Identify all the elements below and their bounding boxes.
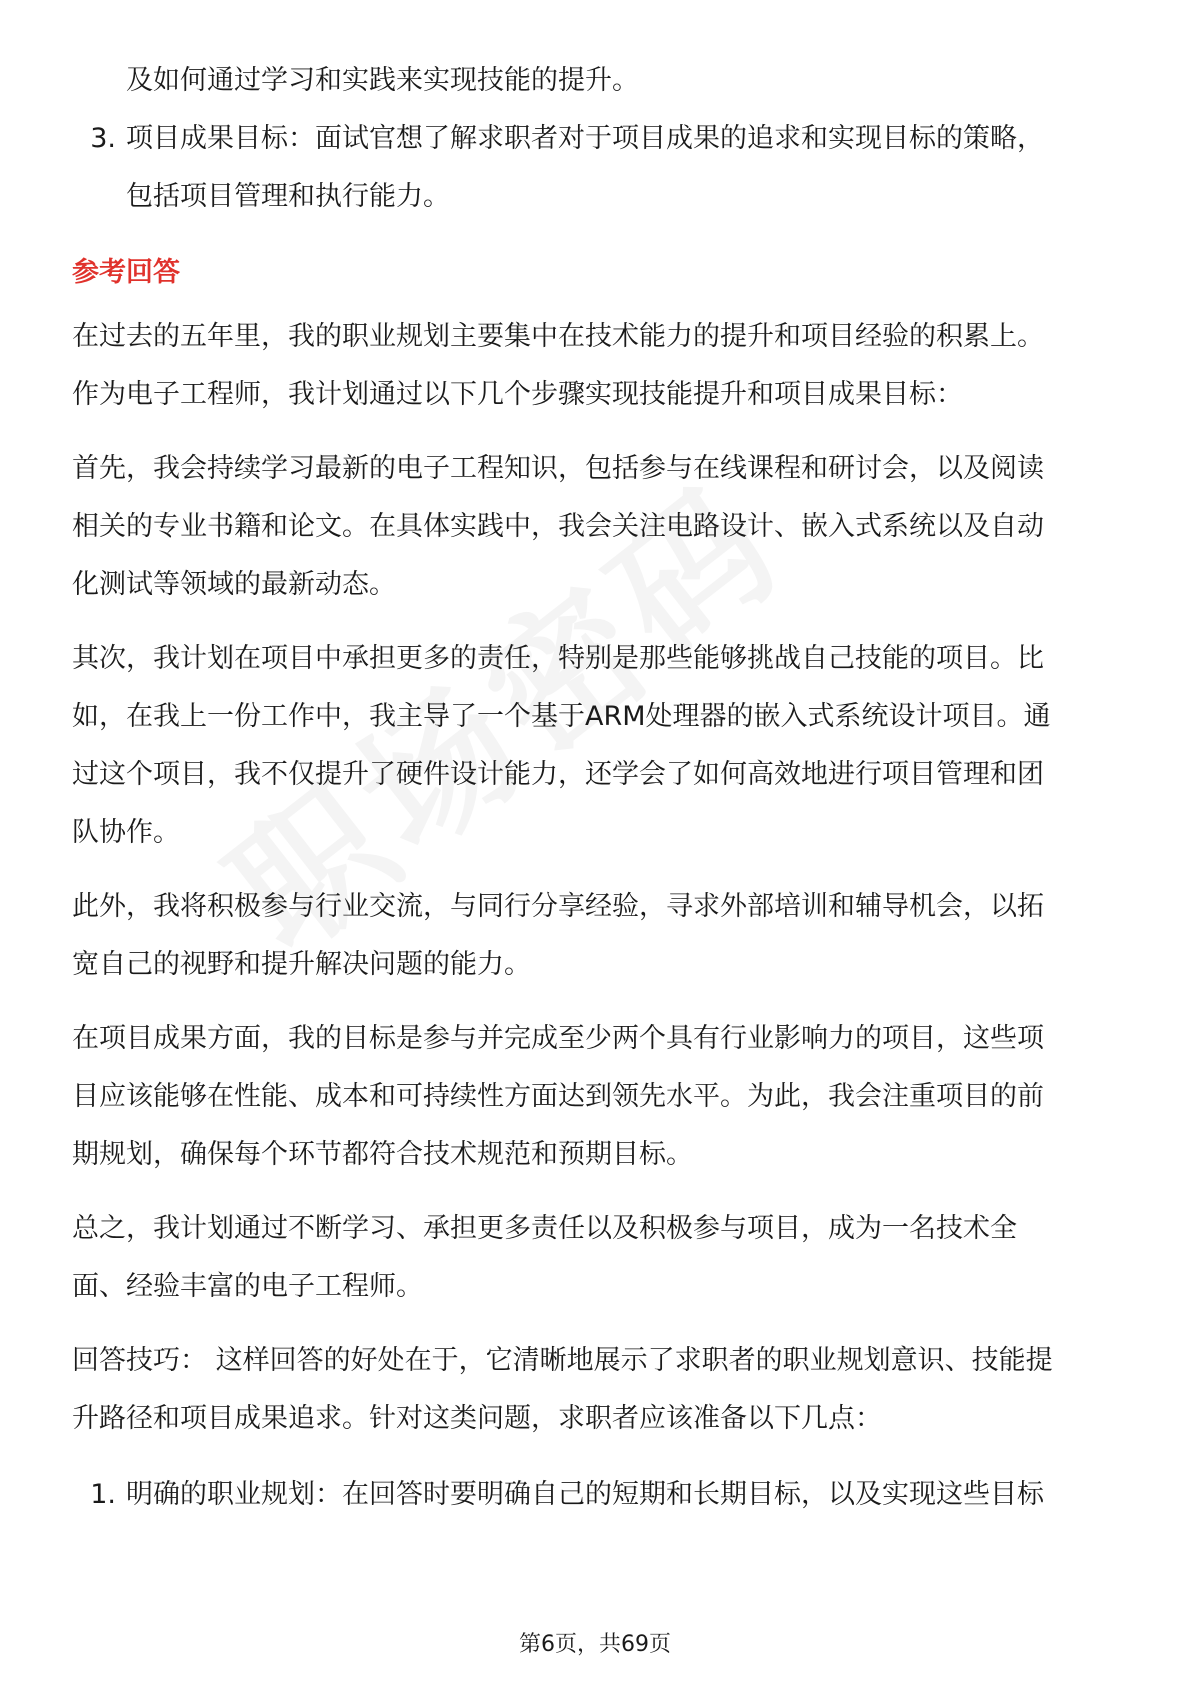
- paragraph-line: 相关的专业书籍和论文。在具体实践中，我会关注电路设计、嵌入式系统以及自动: [72, 511, 1044, 542]
- list-item-text-line: 项目成果目标：面试官想了解求职者对于项目成果的追求和实现目标的策略，: [126, 123, 1044, 154]
- paragraph-line: 作为电子工程师，我计划通过以下几个步骤实现技能提升和项目成果目标：: [72, 379, 963, 410]
- paragraph-line: 宽自己的视野和提升解决问题的能力。: [72, 949, 531, 980]
- section-heading: 参考回答: [72, 257, 180, 288]
- paragraph: [72, 1010, 1132, 1184]
- paragraph: [72, 308, 1132, 424]
- list-item-continuation: 及如何通过学习和实践来实现技能的提升。: [126, 65, 639, 96]
- paragraph: [72, 630, 1132, 862]
- paragraph-line: 在项目成果方面，我的目标是参与并完成至少两个具有行业影响力的项目，这些项: [72, 1023, 1044, 1054]
- paragraph-line: 队协作。: [72, 817, 180, 848]
- list-item-text-line: 包括项目管理和执行能力。: [126, 181, 450, 212]
- list-item-number: 1.: [90, 1479, 116, 1510]
- paragraph: [72, 1200, 1132, 1316]
- paragraph-line: 目应该能够在性能、成本和可持续性方面达到领先水平。为此，我会注重项目的前: [72, 1081, 1044, 1112]
- list-item-1: [72, 1466, 1132, 1524]
- paragraph-line: 化测试等领域的最新动态。: [72, 569, 396, 600]
- paragraph-line: 面、经验丰富的电子工程师。: [72, 1271, 423, 1302]
- paragraph-line: 回答技巧： 这样回答的好处在于，它清晰地展示了求职者的职业规划意识、技能提: [72, 1345, 1053, 1376]
- paragraph-line: 如，在我上一份工作中，我主导了一个基于ARM处理器的嵌入式系统设计项目。通: [72, 701, 1051, 732]
- paragraph-line: 升路径和项目成果追求。针对这类问题，求职者应该准备以下几点：: [72, 1403, 882, 1434]
- paragraph-line: 此外，我将积极参与行业交流，与同行分享经验，寻求外部培训和辅导机会，以拓: [72, 891, 1044, 922]
- paragraph-line: 首先，我会持续学习最新的电子工程知识，包括参与在线课程和研讨会，以及阅读: [72, 453, 1044, 484]
- list-item-number: 3.: [90, 123, 116, 154]
- page-content: [72, 52, 1132, 1524]
- paragraph-line: 在过去的五年里，我的职业规划主要集中在技术能力的提升和项目经验的积累上。: [72, 321, 1044, 352]
- list-item-text-line: 明确的职业规划：在回答时要明确自己的短期和长期目标，以及实现这些目标: [126, 1479, 1044, 1510]
- paragraph: [72, 1332, 1132, 1448]
- page-number: 第6页，共69页: [519, 1632, 671, 1657]
- paragraph-line: 总之，我计划通过不断学习、承担更多责任以及积极参与项目，成为一名技术全: [72, 1213, 1017, 1244]
- paragraph: [72, 878, 1132, 994]
- paragraph: [72, 440, 1132, 614]
- paragraph-line: 过这个项目，我不仅提升了硬件设计能力，还学会了如何高效地进行项目管理和团: [72, 759, 1044, 790]
- list-item-3: [72, 110, 1132, 226]
- paragraph-line: 期规划，确保每个环节都符合技术规范和预期目标。: [72, 1139, 693, 1170]
- paragraph-line: 其次，我计划在项目中承担更多的责任，特别是那些能够挑战自己技能的项目。比: [72, 643, 1044, 674]
